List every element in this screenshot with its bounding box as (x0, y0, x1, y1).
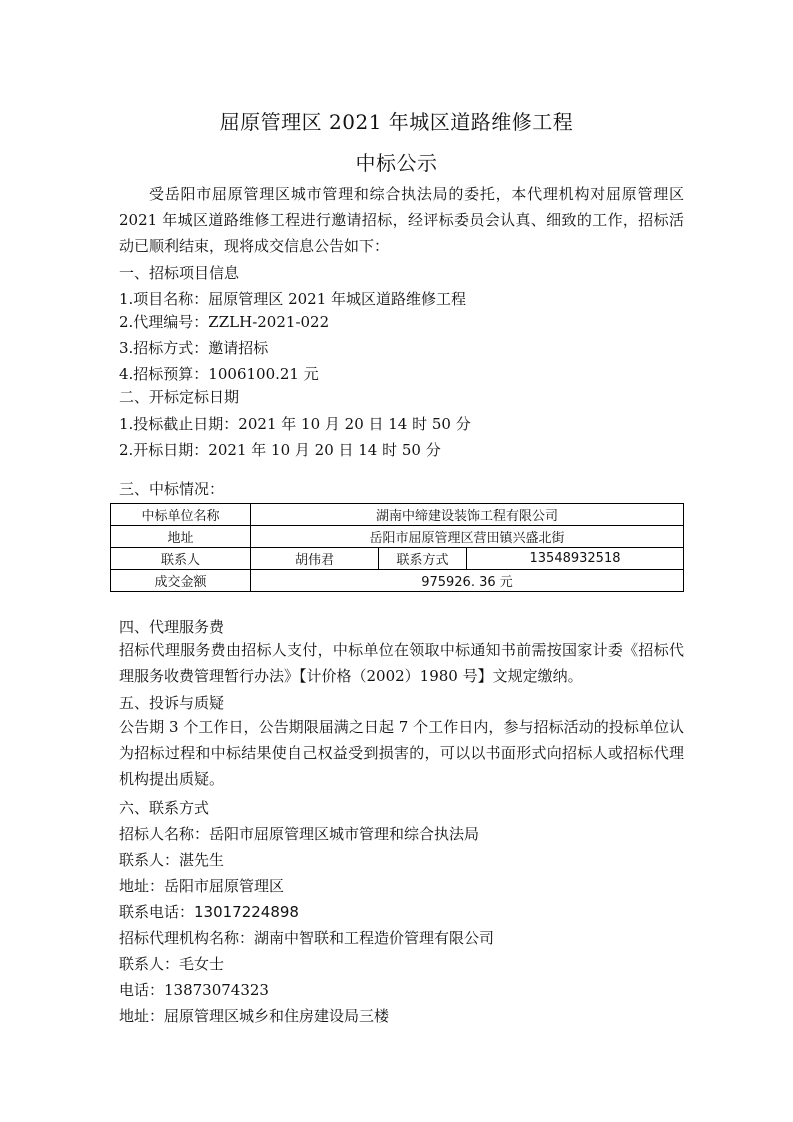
project-name: 1.项目名称：屈原管理区 2021 年城区道路维修工程 (119, 290, 467, 308)
agency-code: 2.代理编号：ZZLH-2021-022 (119, 313, 330, 331)
agency-contact: 联系人：毛女士 (119, 955, 225, 973)
amount-label-cell: 成交金额 (111, 570, 251, 592)
intro-paragraph: 受岳阳市屈原管理区城市管理和综合执法局的委托，本代理机构对屈原管理区 2021 年城区道路维修工程进行邀请招标，经评标委员会认真、细致的工作，招标活动已顺利结束，现将成交信息公告如下： (119, 185, 684, 255)
bidding-method: 3.招标方式：邀请招标 (119, 339, 269, 357)
address-value-cell: 岳阳市屈原管理区营田镇兴盛北街 (251, 526, 684, 548)
section2-heading: 二、开标定标日期 (119, 388, 240, 406)
winner-label-cell: 中标单位名称 (111, 504, 251, 526)
bidding-budget: 4.招标预算：1006100.21 元 (119, 365, 319, 383)
section5-body: 公告期 3 个工作日，公告期限届满之日起 7 个工作日内，参与招标活动的投标单位认为招标过程和中标结果使自己权益受到损害的，可以以书面形式向招标人或招标代理机构提出质疑。 (119, 718, 684, 788)
contact-method-label-cell: 联系方式 (379, 548, 467, 570)
agency-address: 地址：屈原管理区城乡和住房建设局三楼 (119, 1007, 390, 1025)
tenderer-phone: 联系电话：13017224898 (119, 903, 299, 921)
section4-body: 招标代理服务费由招标人支付，中标单位在领取中标通知书前需按国家计委《招标代理服务收费管理暂行办法》【计价格（2002）1980 号】文规定缴纳。 (119, 641, 684, 685)
section3-heading: 三、中标情况： (119, 480, 225, 498)
section4-heading: 四、代理服务费 (119, 618, 225, 636)
document-subtitle: 中标公示 (355, 151, 438, 175)
agency-name: 招标代理机构名称：湖南中智联和工程造价管理有限公司 (119, 929, 495, 947)
tenderer-contact: 联系人：湛先生 (119, 851, 225, 869)
winner-value-cell: 湖南中缔建设装饰工程有限公司 (251, 504, 684, 526)
tenderer-name: 招标人名称：岳阳市屈原管理区城市管理和综合执法局 (119, 825, 480, 843)
tenderer-address: 地址：岳阳市屈原管理区 (119, 877, 285, 895)
section5-heading: 五、投诉与质疑 (119, 694, 225, 712)
table-row (111, 570, 684, 592)
section1-heading: 一、招标项目信息 (119, 264, 240, 282)
contact-label-cell: 联系人 (111, 548, 251, 570)
address-label-cell: 地址 (111, 526, 251, 548)
table-row (111, 548, 684, 570)
contact-method-value-cell: 13548932518 (467, 548, 684, 570)
table-row (111, 504, 684, 526)
winning-bid-table (110, 503, 684, 592)
agency-phone: 电话：13873074323 (119, 981, 269, 999)
table-row (111, 526, 684, 548)
amount-value-cell: 975926. 36 元 (251, 570, 684, 592)
contact-value-cell: 胡伟君 (251, 548, 379, 570)
bid-opening-date: 2.开标日期：2021 年 10 月 20 日 14 时 50 分 (119, 441, 441, 459)
section6-heading: 六、联系方式 (119, 799, 210, 817)
document-title: 屈原管理区 2021 年城区道路维修工程 (219, 110, 574, 134)
bid-deadline: 1.投标截止日期：2021 年 10 月 20 日 14 时 50 分 (119, 415, 471, 433)
